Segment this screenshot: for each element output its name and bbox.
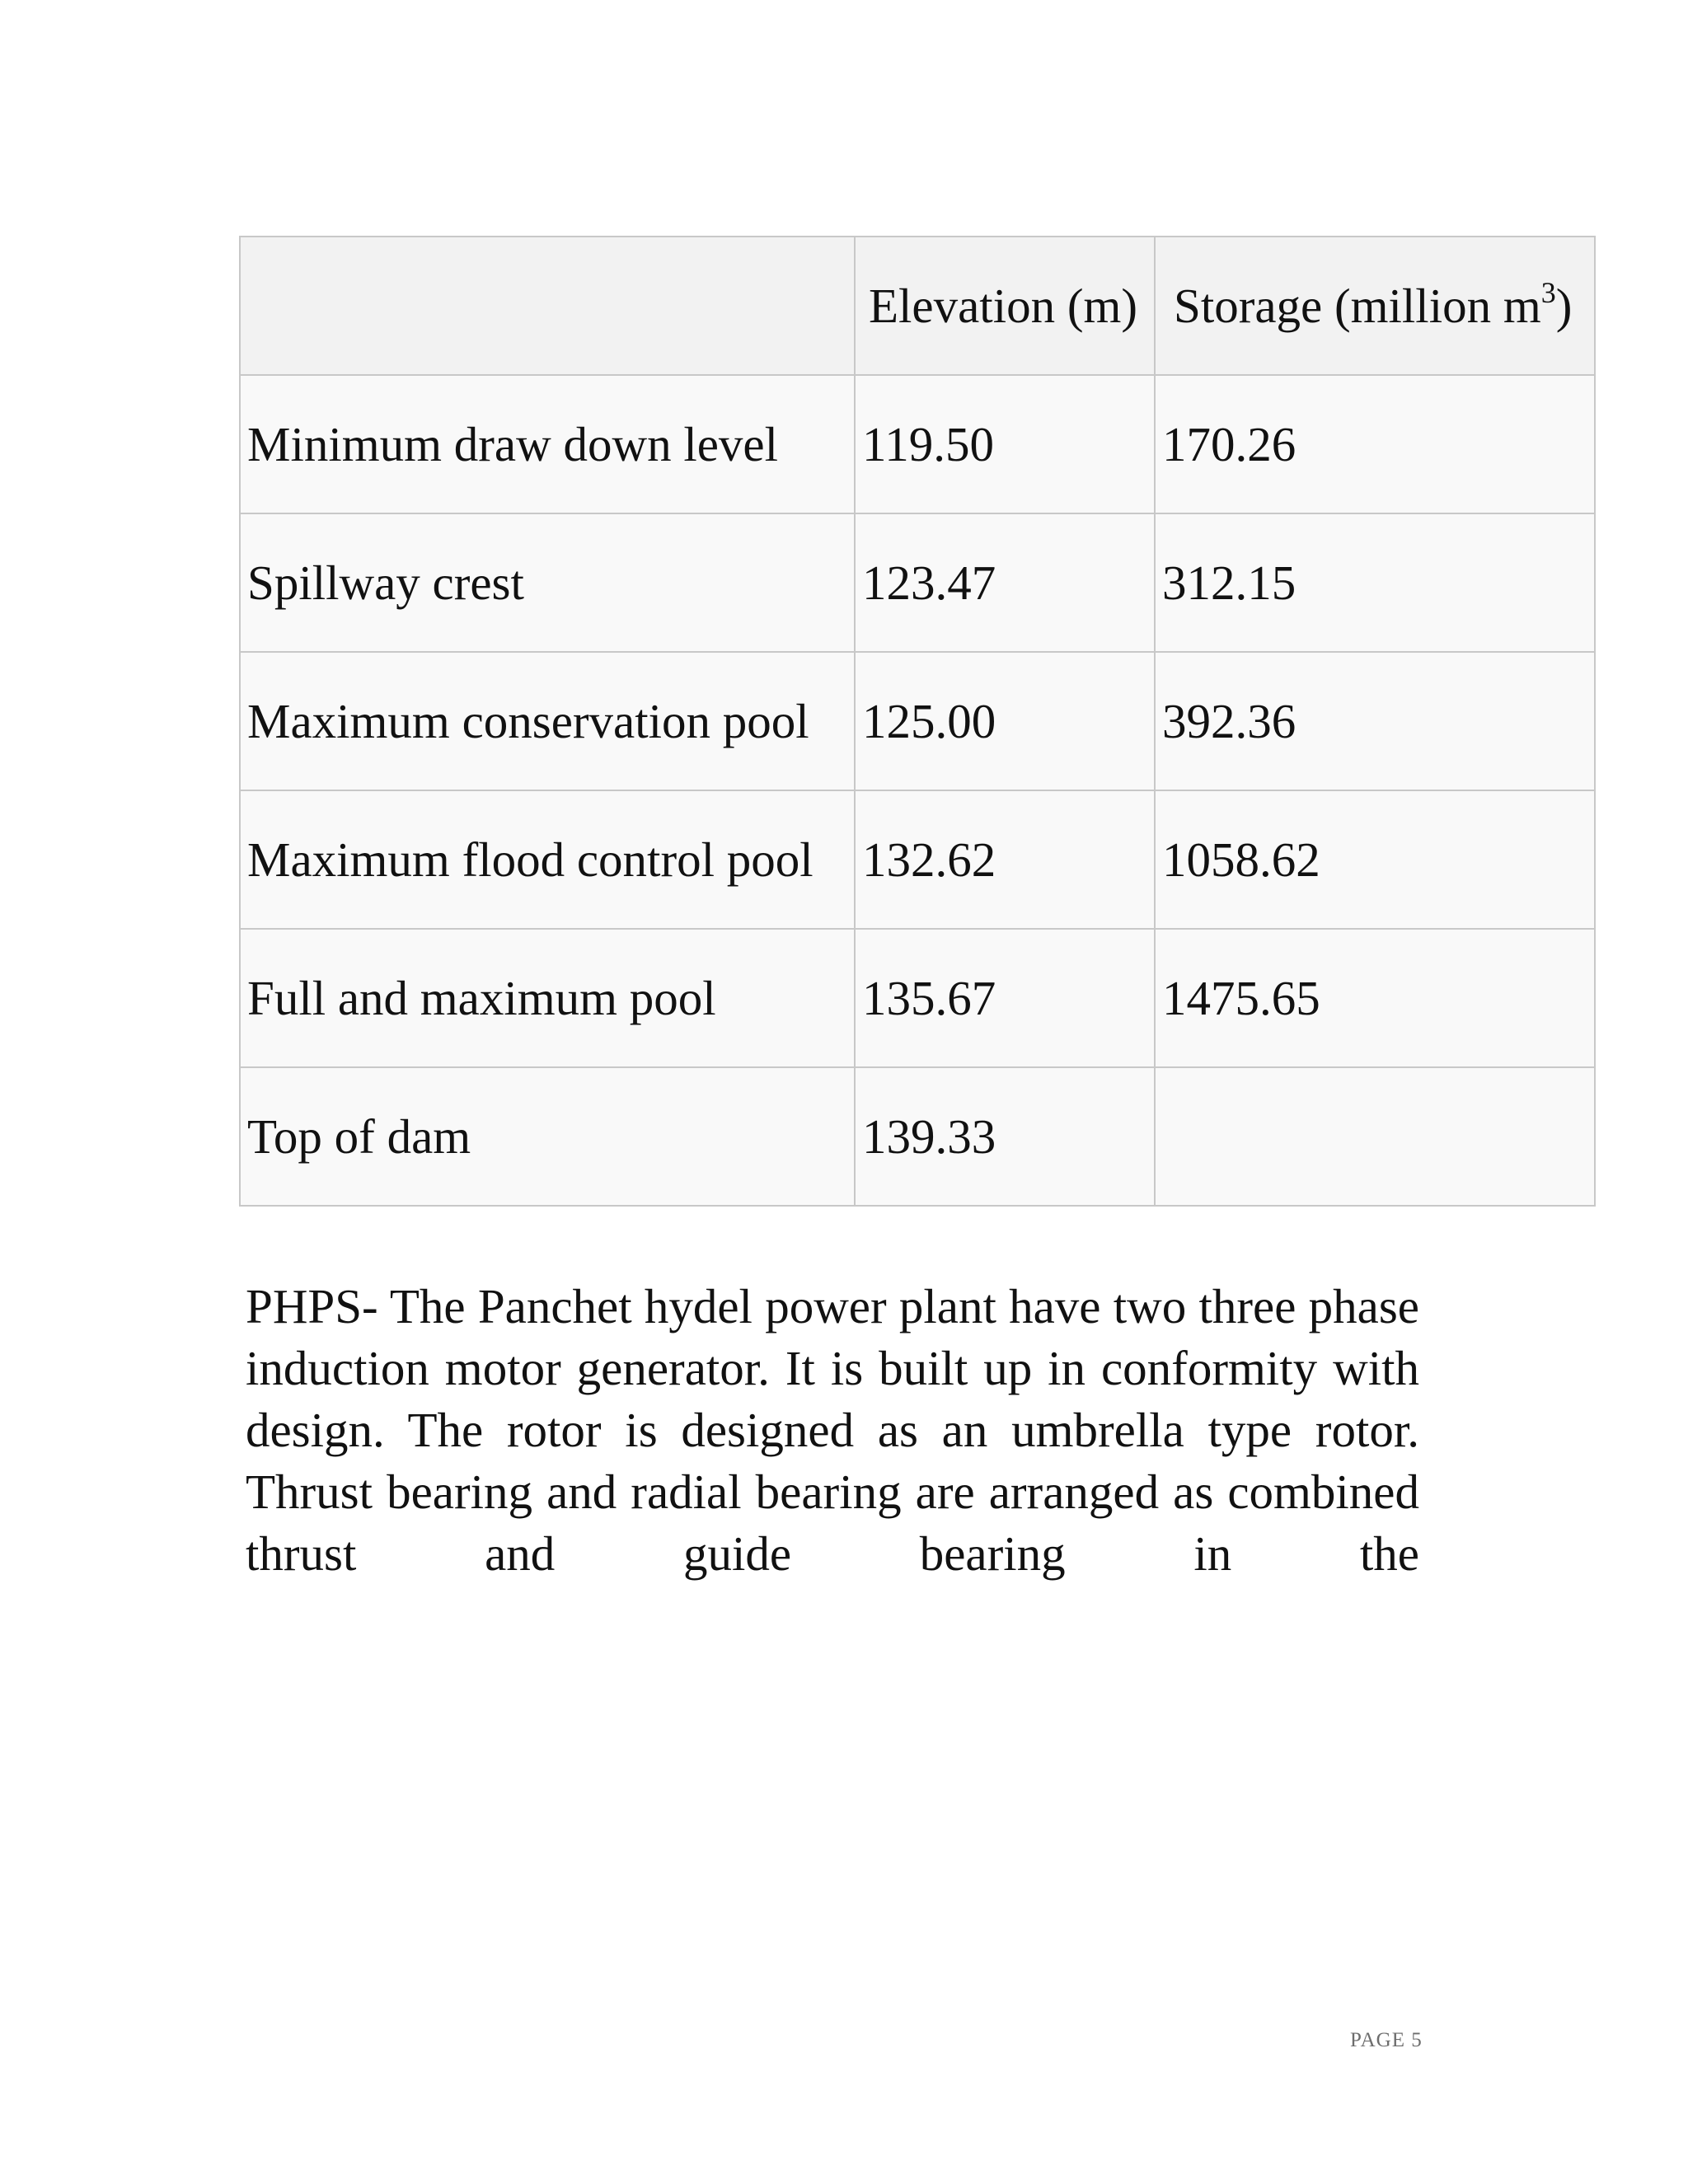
- header-elevation: Elevation (m): [855, 237, 1155, 375]
- row-label: Spillway crest: [240, 513, 855, 652]
- header-blank-cell: [240, 237, 855, 375]
- table-row: [240, 1067, 1595, 1206]
- table-row: [240, 929, 1595, 1067]
- table-header: [240, 237, 1595, 375]
- row-storage: [1155, 1067, 1595, 1206]
- row-elevation: 125.00: [855, 652, 1155, 790]
- table-row: [240, 652, 1595, 790]
- table-body: [240, 375, 1595, 1206]
- header-storage-exponent: 3: [1540, 275, 1556, 309]
- row-label: Maximum conservation pool: [240, 652, 855, 790]
- row-storage: 392.36: [1155, 652, 1595, 790]
- header-storage-close: ): [1555, 278, 1573, 333]
- row-elevation: 123.47: [855, 513, 1155, 652]
- row-label: Maximum flood control pool: [240, 790, 855, 929]
- row-label: Full and maximum pool: [240, 929, 855, 1067]
- row-elevation: 135.67: [855, 929, 1155, 1067]
- header-storage-text: Storage (million m: [1174, 278, 1541, 333]
- table-row: [240, 375, 1595, 513]
- reservoir-levels-table: [239, 236, 1596, 1207]
- page-number: PAGE 5: [1350, 2029, 1423, 2051]
- row-storage: 1475.65: [1155, 929, 1595, 1067]
- header-storage: [1155, 237, 1595, 375]
- row-elevation: 132.62: [855, 790, 1155, 929]
- row-elevation: 119.50: [855, 375, 1155, 513]
- body-paragraph: PHPS- The Panchet hydel power plant have two three phase induction motor generator. It is built up in conformity with design. The rotor is designed as an umbrella type rotor. Thrust bearing and radial bearing are arranged as combined thrust and guide bearing in the: [246, 1279, 1419, 1581]
- table-header-row: [240, 237, 1595, 375]
- row-storage: 1058.62: [1155, 790, 1595, 929]
- row-label: Top of dam: [240, 1067, 855, 1206]
- row-elevation: 139.33: [855, 1067, 1155, 1206]
- table-row: [240, 790, 1595, 929]
- row-label: Minimum draw down level: [240, 375, 855, 513]
- row-storage: 170.26: [1155, 375, 1595, 513]
- table-row: [240, 513, 1595, 652]
- row-storage: 312.15: [1155, 513, 1595, 652]
